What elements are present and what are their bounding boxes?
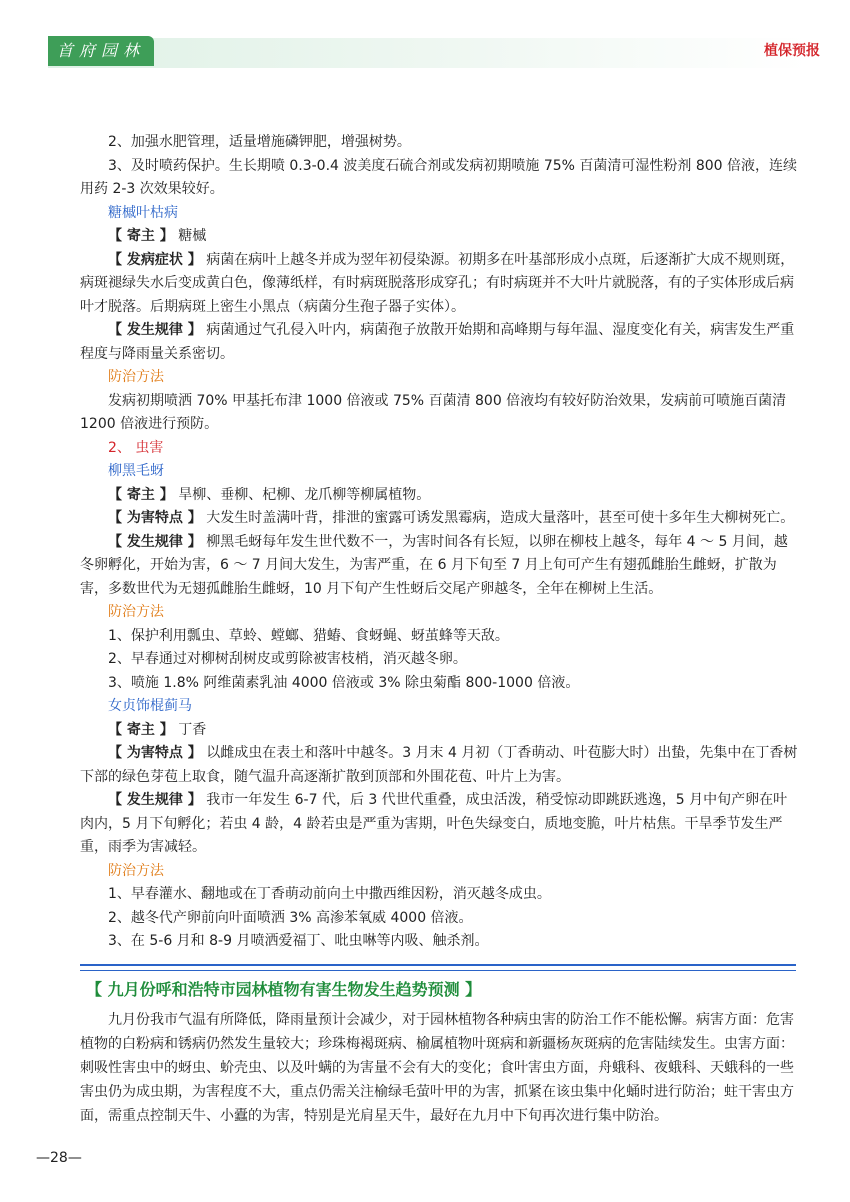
method-item: 1、保护利用瓢虫、草蛉、螳螂、猎蝽、食蚜蝇、蚜茧蜂等天敌。: [108, 627, 509, 644]
header-band: [48, 38, 808, 68]
field-tag: 【 发生规律 】: [108, 792, 202, 808]
header-section-title: 植保预报: [764, 43, 820, 59]
field-tag: 【 寄主 】: [108, 721, 174, 738]
field-text: 大发生时盖满叶背，排泄的蜜露可诱发黑霉病，造成大量落叶，甚至可使十多年生大柳树死亡。: [206, 510, 795, 526]
field-tag: 【 寄主 】: [108, 486, 174, 503]
method-item: 3、喷施 1.8% 阿维菌素乳油 4000 倍液或 3% 除虫菊酯 800-1000 倍液。: [108, 674, 580, 691]
field-tag: 【 发生规律 】: [108, 322, 202, 338]
field-text: 旱柳、垂柳、杞柳、龙爪柳等柳属植物。: [178, 486, 431, 503]
field-tag: 【 发生规律 】: [108, 533, 202, 550]
article-body: [80, 131, 800, 954]
field-tag: 【 寄主 】: [108, 228, 174, 244]
paragraph: 发病初期喷洒 70% 甲基托布津 1000 倍液或 75% 百菌清 800 倍液均有较好防治效果，发病前可喷施百菌清 1200 倍液进行预防。: [80, 392, 787, 432]
header-magazine-label: 首府园林: [48, 36, 154, 66]
field-text: 丁香: [178, 721, 207, 738]
page-number: —28—: [36, 1150, 82, 1166]
method-heading: 防治方法: [108, 862, 164, 879]
subsection-title: 女贞饰棍蓟马: [108, 698, 192, 714]
field-text: 病菌在病叶上越冬并成为翌年初侵染源。初期多在叶基部形成小点斑，后逐渐扩大成不规则斑，病斑褪绿失水后变成黄白色，像薄纸样，有时病斑脱落形成穿孔；有时病斑并不大叶片就脱落，有的子实体形成后病叶才脱落。后期病斑上密生小黑点（病菌分生孢子器子实体）。: [80, 251, 795, 315]
field-text: 柳黑毛蚜每年发生世代数不一，为害时间各有长短，以卵在柳枝上越冬，每年 4 ～ 5 月间，越冬卵孵化，开始为害，6 ～ 7 月间大发生，为害严重，在 6 月下旬至 7 月上旬可产生有翅孤雌胎生雌蚜，扩散为害，多数世代为无翅孤雌胎生雌蚜，10 月下旬产生性蚜后交尾产卵越冬，全年在柳树上生活。: [80, 533, 788, 597]
paragraph: 3、及时喷药保护。生长期喷 0.3-0.4 波美度石硫合剂或发病初期喷施 75% 百菌清可湿性粉剂 800 倍液，连续用药 2-3 次效果较好。: [80, 157, 798, 197]
field-text: 糖槭: [178, 228, 207, 244]
method-heading: 防治方法: [108, 604, 164, 620]
section-heading: 2、 虫害: [108, 439, 164, 456]
method-heading: 防治方法: [108, 369, 164, 385]
subsection-title: 糖槭叶枯病: [108, 204, 178, 221]
forecast-title: 【 九月份呼和浩特市园林植物有害生物发生趋势预测 】: [86, 980, 482, 999]
forecast-section: [80, 978, 800, 1128]
field-text: 病菌通过气孔侵入叶内，病菌孢子放散开始期和高峰期与每年温、湿度变化有关，病害发生严重程度与降雨量关系密切。: [80, 322, 795, 362]
method-item: 2、早春通过对柳树刮树皮或剪除被害枝梢，消灭越冬卵。: [108, 651, 467, 667]
field-tag: 【 为害特点 】: [108, 510, 202, 526]
field-tag: 【 发病症状 】: [108, 251, 202, 268]
method-item: 1、早春灌水、翻地或在丁香萌动前向土中撒西维因粉，消灭越冬成虫。: [108, 886, 551, 902]
method-item: 3、在 5-6 月和 8-9 月喷洒爱福丁、吡虫啉等内吸、触杀剂。: [108, 933, 489, 949]
paragraph: 2、加强水肥管理，适量增施磷钾肥，增强树势。: [108, 134, 411, 150]
subsection-title: 柳黑毛蚜: [108, 463, 164, 479]
field-text: 以雌成虫在表土和落叶中越冬。3 月末 4 月初（丁香萌动、叶苞膨大时）出蛰，先集中在丁香树下部的绿色芽苞上取食，随气温升高逐渐扩散到顶部和外围花苞、叶片上为害。: [80, 745, 798, 785]
section-divider: [80, 964, 796, 971]
method-item: 2、越冬代产卵前向叶面喷洒 3% 高渗苯氧威 4000 倍液。: [108, 909, 473, 926]
field-text: 我市一年发生 6-7 代，后 3 代世代重叠，成虫活泼，稍受惊动即跳跃逃逸，5 月中旬产卵在叶肉内，5 月下旬孵化；若虫 4 龄，4 龄若虫是严重为害期，叶色失绿变白，质地变脆，叶片枯焦。干旱季节发生严重，雨季为害减轻。: [80, 792, 788, 855]
forecast-text: 九月份我市气温有所降低，降雨量预计会减少，对于园林植物各种病虫害的防治工作不能松懈。病害方面：危害植物的白粉病和锈病仍然发生量较大；珍珠梅褐斑病、榆属植物叶斑病和新疆杨灰斑病的危害陆续发生。虫害方面：刺吸性害虫中的蚜虫、蚧壳虫、以及叶螨的为害量不会有大的变化；食叶害虫方面，舟蛾科、夜蛾科、天蛾科的一些害虫仍为成虫期，为害程度不大，重点仍需关注榆绿毛萤叶甲的为害，抓紧在该虫集中化蛹时进行防治；蛀干害虫方面，需重点控制天牛、小蠹的为害，特别是光肩星天牛，最好在九月中下旬再次进行集中防治。: [80, 1012, 794, 1124]
field-tag: 【 为害特点 】: [108, 745, 202, 761]
